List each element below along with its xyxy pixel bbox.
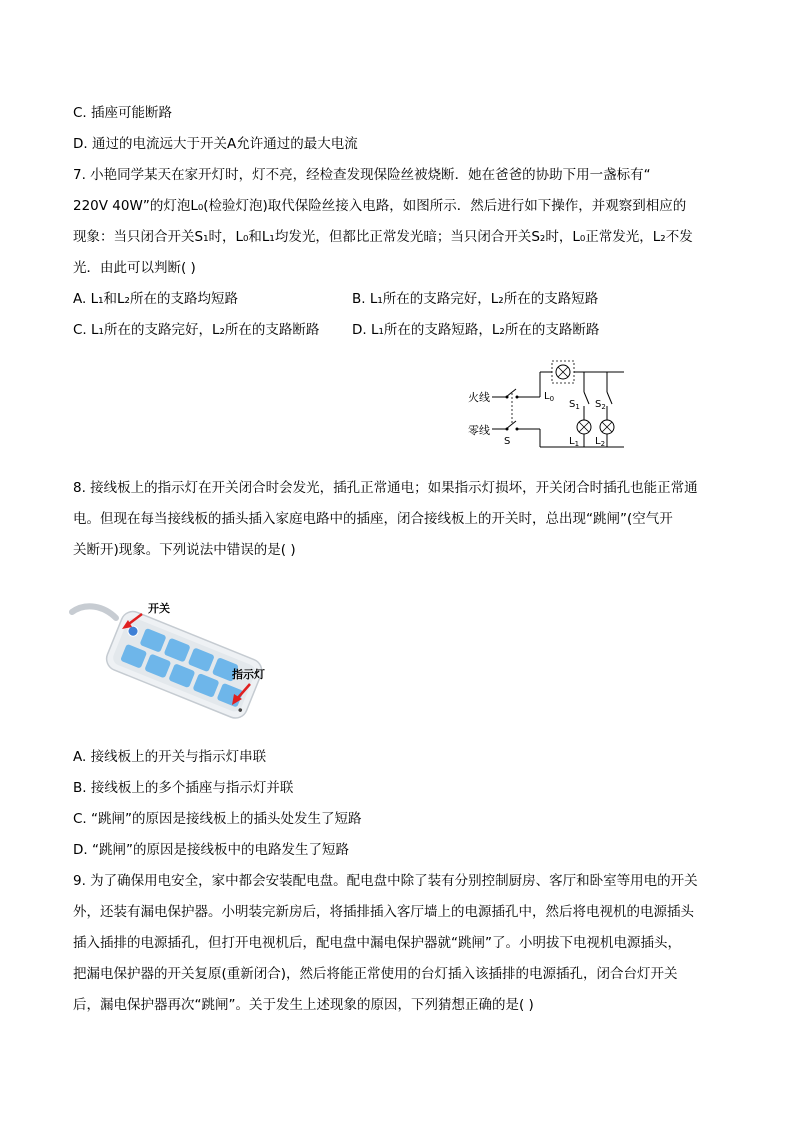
q9-stem-line-3: 插入插排的电源插孔，但打开电视机后，配电盘中漏电保护器就“跳闸”了。小明拔下电视机电源插头，	[73, 935, 681, 951]
q8-stem-line-2: 电。但现在每当接线板的插头插入家庭电路中的插座，闭合接线板上的开关时，总出现“跳闸”(空气开	[73, 511, 673, 527]
power-strip-image	[68, 596, 288, 740]
switch-s2-label: $S_2$	[595, 399, 606, 411]
switch-s2-icon	[607, 392, 612, 404]
q7-option-c[interactable]: C. L₁所在的支路完好，L₂所在的支路断路	[73, 322, 320, 338]
q7-option-b[interactable]: B. L₁所在的支路完好，L₂所在的支路短路	[352, 291, 599, 307]
lamp-l1-label: $L_1$	[569, 436, 580, 448]
q7-option-a[interactable]: A. L₁和L₂所在的支路均短路	[73, 291, 238, 307]
q9-stem-line-2: 外，还装有漏电保护器。小明装完新房后，将插排插入客厅墙上的电源插孔中，然后将电视机的电源插头	[73, 904, 694, 920]
q7-stem-line-4: 光．由此可以判断( )	[73, 260, 196, 276]
switch-callout-label: 开关	[148, 602, 170, 615]
prev-option-c: C. 插座可能断路	[73, 105, 173, 121]
circuit-diagram	[462, 352, 632, 448]
q7-stem-line-2: 220V 40W”的灯泡L₀(检验灯泡)取代保险丝接入电路，如图所示．然后进行如下操作，并观察到相应的	[73, 198, 687, 214]
indicator-callout-label: 指示灯	[232, 668, 265, 681]
q9-stem-line-4: 把漏电保护器的开关复原(重新闭合)，然后将能正常使用的台灯插入该插排的电源插孔，闭合台灯开关	[73, 966, 678, 982]
q9-stem-line-1: 9. 为了确保用电安全，家中都会安装配电盘。配电盘中除了装有分别控制厨房、客厅和卧室等用电的开关	[73, 873, 698, 889]
switch-s-label: S	[504, 436, 511, 447]
switch-s1-label: $S_1$	[569, 399, 580, 411]
prev-option-d: D. 通过的电流远大于开关A允许通过的最大电流	[73, 136, 358, 152]
q8-option-b[interactable]: B. 接线板上的多个插座与指示灯并联	[73, 780, 294, 796]
q8-option-a[interactable]: A. 接线板上的开关与指示灯串联	[73, 749, 267, 765]
lamp-l0-label: $L_0$	[544, 391, 555, 403]
lamp-l2-label: $L_2$	[595, 436, 606, 448]
q8-stem-line-1: 8. 接线板上的指示灯在开关闭合时会发光，插孔正常通电；如果指示灯损坏，开关闭合时插孔也能正常通	[73, 480, 698, 496]
q7-stem-line-3: 现象：当只闭合开关S₁时，L₀和L₁均发光，但都比正常发光暗；当只闭合开关S₂时，L₀正常发光，L₂不发	[73, 229, 693, 245]
power-cord	[72, 606, 116, 618]
q9-stem-line-5: 后，漏电保护器再次“跳闸”。关于发生上述现象的原因，下列猜想正确的是( )	[73, 997, 534, 1013]
fire-wire-label: 火线	[468, 391, 490, 404]
switch-s1-icon	[584, 392, 589, 404]
q7-stem-line-1: 7. 小艳同学某天在家开灯时，灯不亮，经检查发现保险丝被烧断．她在爸爸的协助下用一盏标有“	[73, 167, 651, 183]
q8-option-d[interactable]: D. “跳闸”的原因是接线板中的电路发生了短路	[73, 842, 349, 858]
q8-option-c[interactable]: C. “跳闸”的原因是接线板上的插头处发生了短路	[73, 811, 362, 827]
q8-stem-line-3: 关断开)现象。下列说法中错误的是( )	[73, 542, 296, 558]
q7-option-d[interactable]: D. L₁所在的支路短路，L₂所在的支路断路	[352, 322, 600, 338]
neutral-wire-label: 零线	[468, 424, 490, 437]
